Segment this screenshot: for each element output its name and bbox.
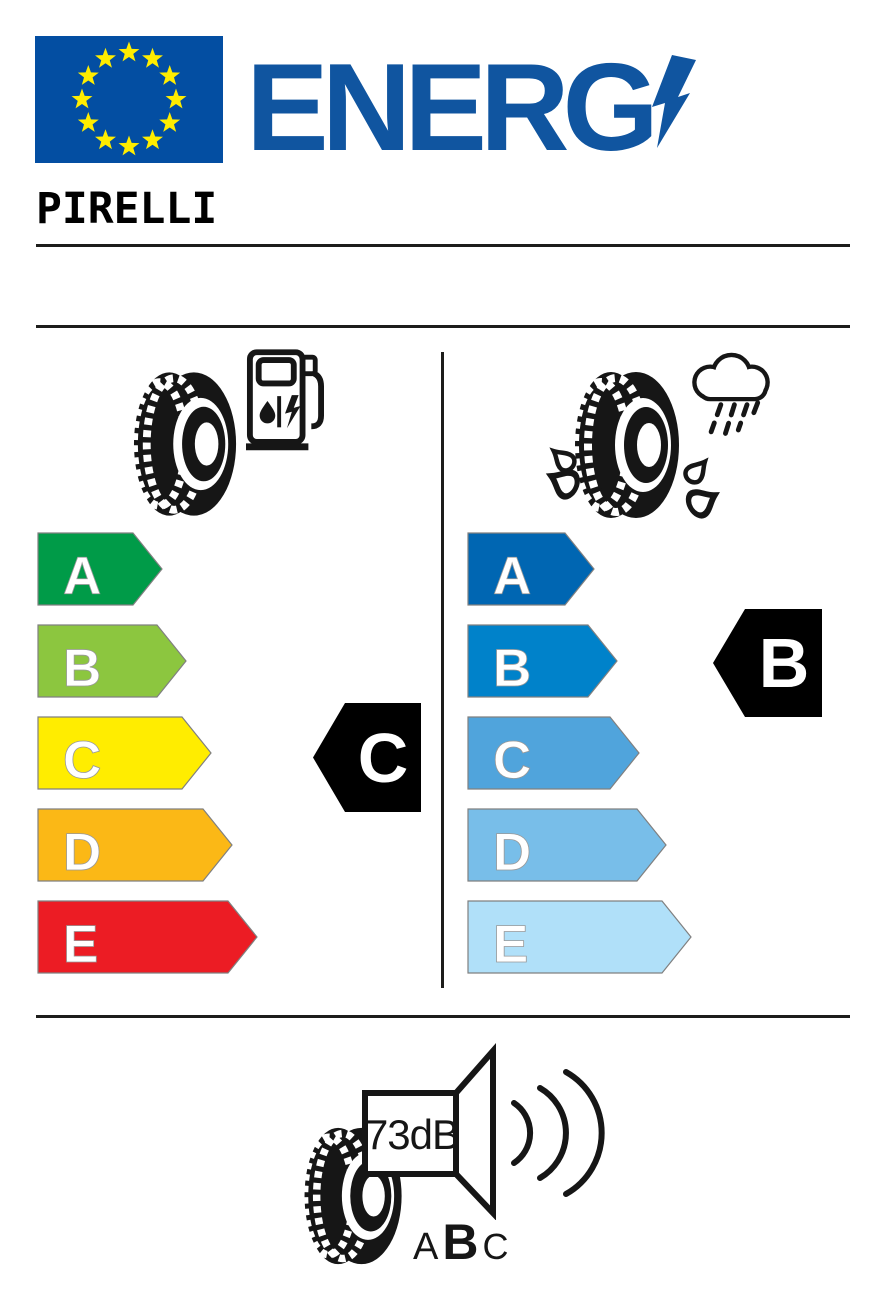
fuel-grade-a-arrow — [37, 532, 163, 606]
grade-letter: A — [63, 547, 102, 606]
eu-flag — [35, 36, 223, 163]
grade-letter: B — [63, 639, 102, 698]
wet-rating-pointer — [712, 608, 823, 718]
wet-grade-c-arrow — [467, 716, 640, 790]
energ-logo-text: ENERG — [246, 39, 652, 177]
grade-letter: E — [493, 915, 529, 974]
noise-class-indicator — [413, 1213, 508, 1271]
noise-class-c: C — [482, 1226, 509, 1267]
column-divider — [441, 352, 444, 988]
grade-letter: C — [63, 731, 102, 790]
brand-name: PIRELLI — [36, 184, 218, 234]
wet-grade-a-arrow — [467, 532, 595, 606]
grade-letter: D — [63, 823, 102, 882]
fuel-grade-d-arrow — [37, 808, 233, 882]
grade-letter: A — [493, 547, 532, 606]
grade-letter: B — [493, 639, 532, 698]
tire-icon — [132, 370, 240, 518]
noise-value: 73dB — [364, 1111, 460, 1158]
wet-grade-b-arrow — [467, 624, 618, 698]
rain-cloud-icon — [683, 350, 780, 440]
noise-class-a: A — [413, 1226, 439, 1268]
wet-rating-letter: B — [758, 624, 810, 702]
fuel-grade-b-arrow — [37, 624, 187, 698]
sound-waves-icon — [514, 1072, 602, 1194]
noise-speaker-icon — [356, 1040, 606, 1220]
lightning-bolt-icon — [652, 55, 698, 148]
fuel-grade-c-arrow — [37, 716, 212, 790]
fuel-pump-icon — [246, 348, 324, 454]
fuel-rating-letter: C — [357, 719, 409, 797]
grade-letter: E — [63, 915, 99, 974]
wet-grade-e-arrow — [467, 900, 692, 974]
grade-letter: C — [493, 731, 532, 790]
divider-line-top — [36, 244, 850, 247]
fuel-rating-pointer — [312, 702, 422, 813]
divider-line-upper — [36, 325, 850, 328]
rain-drops — [711, 403, 758, 436]
noise-class-b-selected: B — [442, 1214, 479, 1270]
fuel-grade-e-arrow — [37, 900, 258, 974]
wet-grade-d-arrow — [467, 808, 667, 882]
divider-line-lower — [36, 1015, 850, 1018]
grade-letter: D — [493, 823, 532, 882]
